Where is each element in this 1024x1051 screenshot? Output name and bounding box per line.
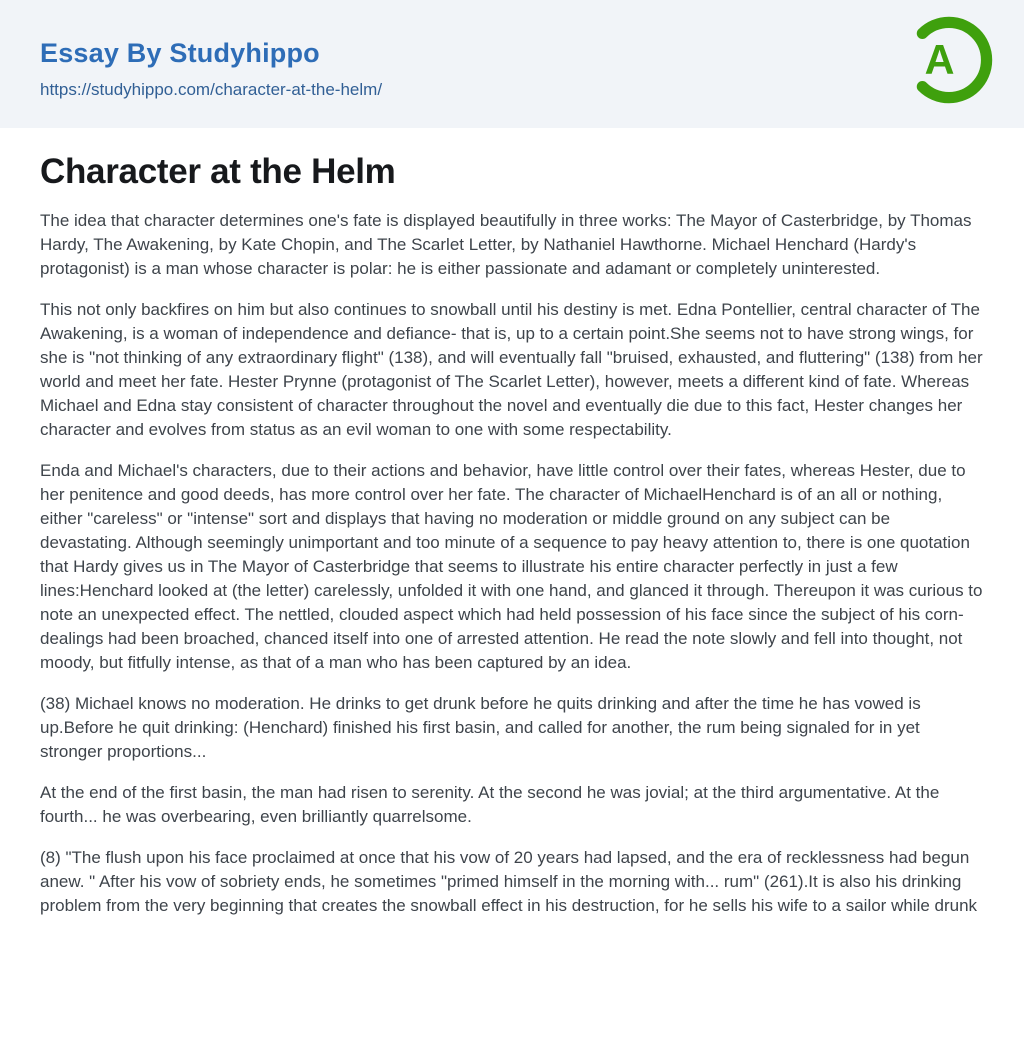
logo-arc-icon (902, 13, 996, 107)
essay-title: Character at the Helm (40, 152, 396, 191)
logo-letter: A (924, 37, 955, 84)
studyhippo-logo (902, 13, 996, 107)
essay-article (0, 128, 1024, 918)
essay-paragraph: (8) "The flush upon his face proclaimed at once that his vow of 20 years had lapsed, and the era of recklessness had begun anew. " After his vow of sobriety ends, he sometimes "primed himself in the morning with... rum" (261).It is also his drinking problem from the very beginning that creates the snowball effect in his destruction, for he sells his wife to a sailor while drunk (40, 848, 978, 915)
source-url-link[interactable]: https://studyhippo.com/character-at-the-helm/ (40, 80, 383, 99)
essay-paragraph: The idea that character determines one's fate is displayed beautifully in three works: The Mayor of Casterbridge, by Thomas Hardy, The Awakening, by Kate Chopin, and The Scarlet Letter, by Nathaniel Hawthorne. Michael Henchard (Hardy's protagonist) is a man whose character is polar: he is either passionate and adamant or completely uninterested. (40, 211, 972, 278)
essay-paragraph: At the end of the first basin, the man had risen to serenity. At the second he was jovial; at the third argumentative. At the fourth... he was overbearing, even brilliantly quarrelsome. (40, 783, 940, 826)
essay-paragraph: This not only backfires on him but also continues to snowball until his destiny is met. Edna Pontellier, central character of The Awakening, is a woman of independence and defiance- that is, up to a certain point.She seems not to have strong wings, for she is "not thinking of any extraordinary flight" (138), and will eventually fall "bruised, exhausted, and fluttering" (138) from her world and meet her fate. Hester Prynne (protagonist of The Scarlet Letter), however, meets a different kind of fate. Whereas Michael and Edna stay consistent of character throughout the novel and eventually die due to this fact, Hester changes her character and evolves from status as an evil woman to one with some respectability. (40, 300, 983, 439)
essay-paragraph: Enda and Michael's characters, due to their actions and behavior, have little control over their fates, whereas Hester, due to her penitence and good deeds, has more control over her fate. The character of MichaelHenchard is of an all or nothing, either "careless" or "intense" sort and displays that having no moderation or middle ground on any subject can be devastating. Although seemingly unimportant and too minute of a sequence to pay heavy attention to, there is one quotation that Hardy gives us in The Mayor of Casterbridge that seems to illustrate his entire character perfectly in just a few lines:Henchard looked at (the letter) carelessly, unfolded it with one hand, and glanced it through. Thereupon it was curious to note an unexpected effect. The nettled, clouded aspect which had held possession of his face since the subject of his corn-dealings had been broached, chanced itself into one of arrested attention. He read the note slowly and fell into thought, not moody, but fitfully intense, as that of a man who has been captured by an idea. (40, 461, 983, 672)
essay-paragraph: (38) Michael knows no moderation. He drinks to get drunk before he quits drinking and after the time he has vowed is up.Before he quit drinking: (Henchard) finished his first basin, and called for another, the rum being signaled for in yet stronger proportions... (40, 694, 921, 761)
essay-by-label: Essay By Studyhippo (40, 38, 320, 68)
header (0, 0, 1024, 128)
